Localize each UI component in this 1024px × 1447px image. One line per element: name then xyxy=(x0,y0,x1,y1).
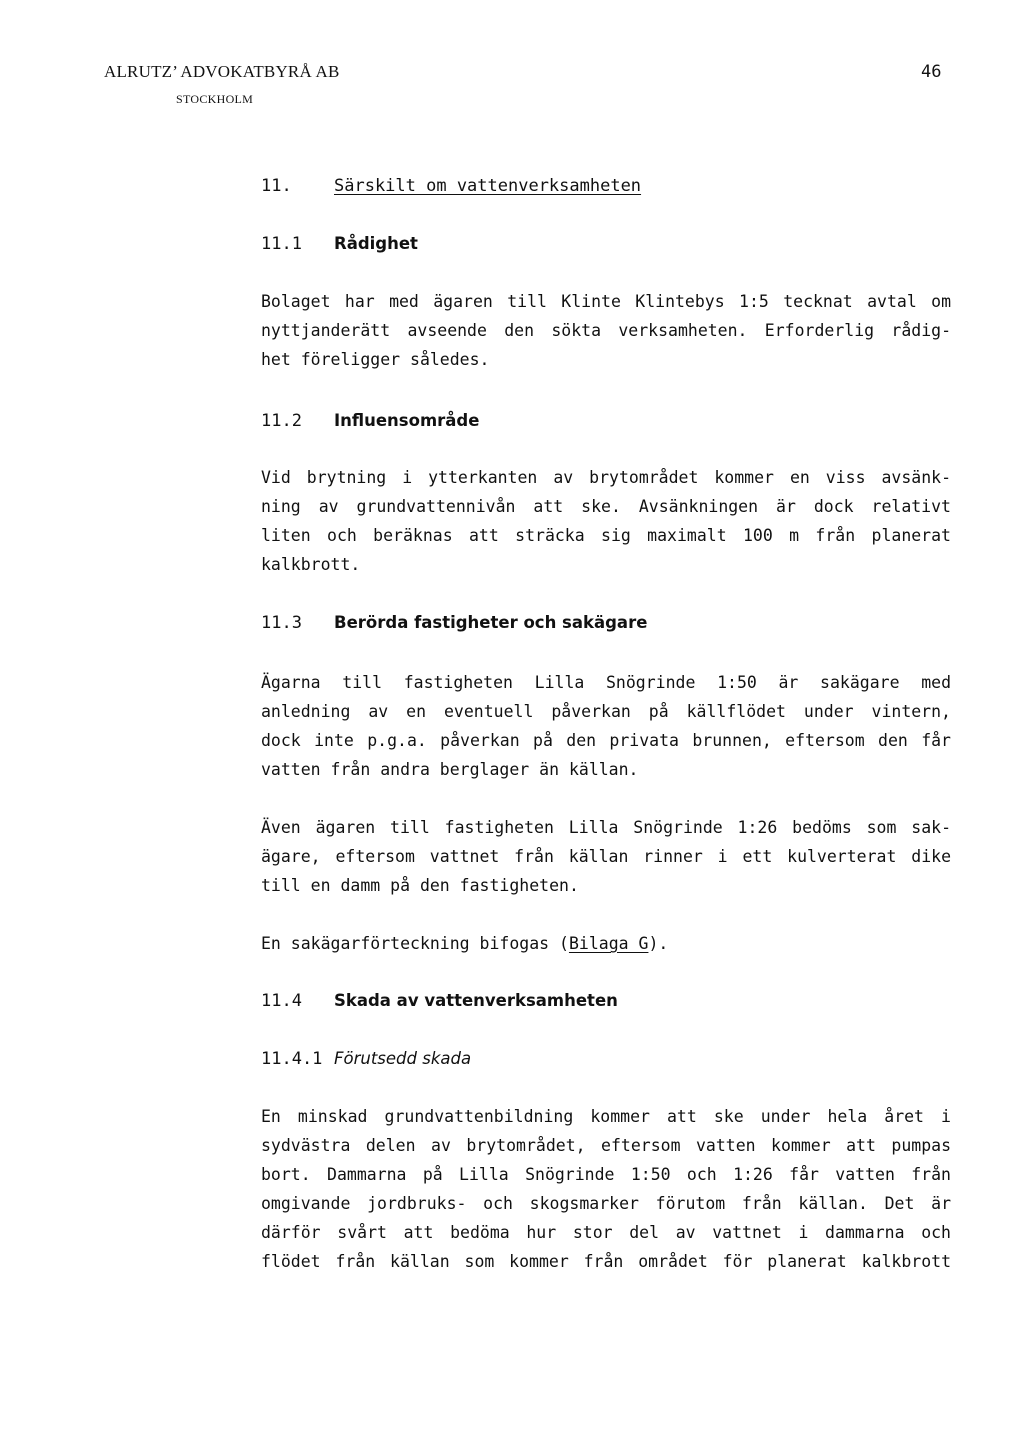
section-title: Berörda fastigheter och sakägare xyxy=(334,613,648,632)
text-line: liten och beräknas att sträcka sig maximalt 100 m från planerat xyxy=(261,526,951,545)
text-line: kalkbrott. xyxy=(261,555,361,574)
text-suffix: ). xyxy=(648,934,669,953)
paragraph-influensomrade xyxy=(261,463,951,579)
paragraph-sakagarforteckning xyxy=(261,929,951,958)
section-heading-11-4 xyxy=(261,991,618,1011)
section-title: Rådighet xyxy=(334,234,418,253)
page-number: 46 xyxy=(921,62,942,82)
section-title: Skada av vattenverksamheten xyxy=(334,991,618,1010)
section-number: 11.4.1 xyxy=(261,1049,323,1069)
section-number: 11.1 xyxy=(261,234,302,254)
appendix-reference: Bilaga G xyxy=(568,934,649,953)
section-heading-11-2 xyxy=(261,411,479,431)
paragraph-radighet xyxy=(261,287,951,374)
section-heading-11-1 xyxy=(261,234,418,254)
section-title: Influensområde xyxy=(334,411,480,430)
text-line: Ägarna till fastigheten Lilla Snögrinde 1:50 är sakägare med xyxy=(261,673,951,692)
section-number: 11.2 xyxy=(261,411,302,431)
section-title: Förutsedd skada xyxy=(334,1049,472,1068)
text-line: Bolaget har med ägaren till Klinte Klintebys 1:5 tecknat avtal om xyxy=(261,292,951,311)
text-line: nyttjanderätt avseende den sökta verksamheten. Erforderlig rådig- xyxy=(261,321,951,340)
section-number: 11.4 xyxy=(261,991,302,1011)
text-line: ägare, eftersom vattnet från källan rinner i ett kulverterat dike xyxy=(261,847,951,866)
firm-name: ALRUTZ’ ADVOKATBYRÅ AB xyxy=(104,62,340,81)
text-line: flödet från källan som kommer från området för planerat kalkbrott xyxy=(261,1252,951,1271)
section-heading-11-3 xyxy=(261,613,647,633)
text-line: vatten från andra berglager än källan. xyxy=(261,760,639,779)
text-line: omgivande jordbruks- och skogsmarker förutom från källan. Det är xyxy=(261,1194,951,1213)
section-title: Särskilt om vattenverksamheten xyxy=(334,176,642,196)
text-line: Även ägaren till fastigheten Lilla Snögrinde 1:26 bedöms som sak- xyxy=(261,818,951,837)
text-prefix: En sakägarförteckning bifogas ( xyxy=(261,934,569,953)
text-line: het föreligger således. xyxy=(261,350,490,369)
text-line: sydvästra delen av brytområdet, eftersom vatten kommer att pumpas xyxy=(261,1136,951,1155)
section-heading-11 xyxy=(261,176,641,196)
text-line: bort. Dammarna på Lilla Snögrinde 1:50 och 1:26 får vatten från xyxy=(261,1165,951,1184)
section-number: 11.3 xyxy=(261,613,302,633)
text-line: anledning av en eventuell påverkan på källflödet under vintern, xyxy=(261,702,951,721)
text-line: till en damm på den fastigheten. xyxy=(261,876,579,895)
section-number: 11. xyxy=(261,176,292,196)
text-line xyxy=(261,929,951,958)
text-line: Vid brytning i ytterkanten av brytområdet kommer en viss avsänk- xyxy=(261,468,951,487)
text-line: ning av grundvattennivån att ske. Avsänkningen är dock relativt xyxy=(261,497,951,516)
firm-city: STOCKHOLM xyxy=(176,92,254,106)
paragraph-forutsedd-skada xyxy=(261,1102,951,1276)
section-heading-11-4-1 xyxy=(261,1049,471,1069)
text-line: dock inte p.g.a. påverkan på den privata brunnen, eftersom den får xyxy=(261,731,951,750)
paragraph-sakagare-2 xyxy=(261,813,951,900)
paragraph-sakagare-1 xyxy=(261,668,951,784)
text-line: En minskad grundvattenbildning kommer att ske under hela året i xyxy=(261,1107,951,1126)
text-line: därför svårt att bedöma hur stor del av vattnet i dammarna och xyxy=(261,1223,951,1242)
